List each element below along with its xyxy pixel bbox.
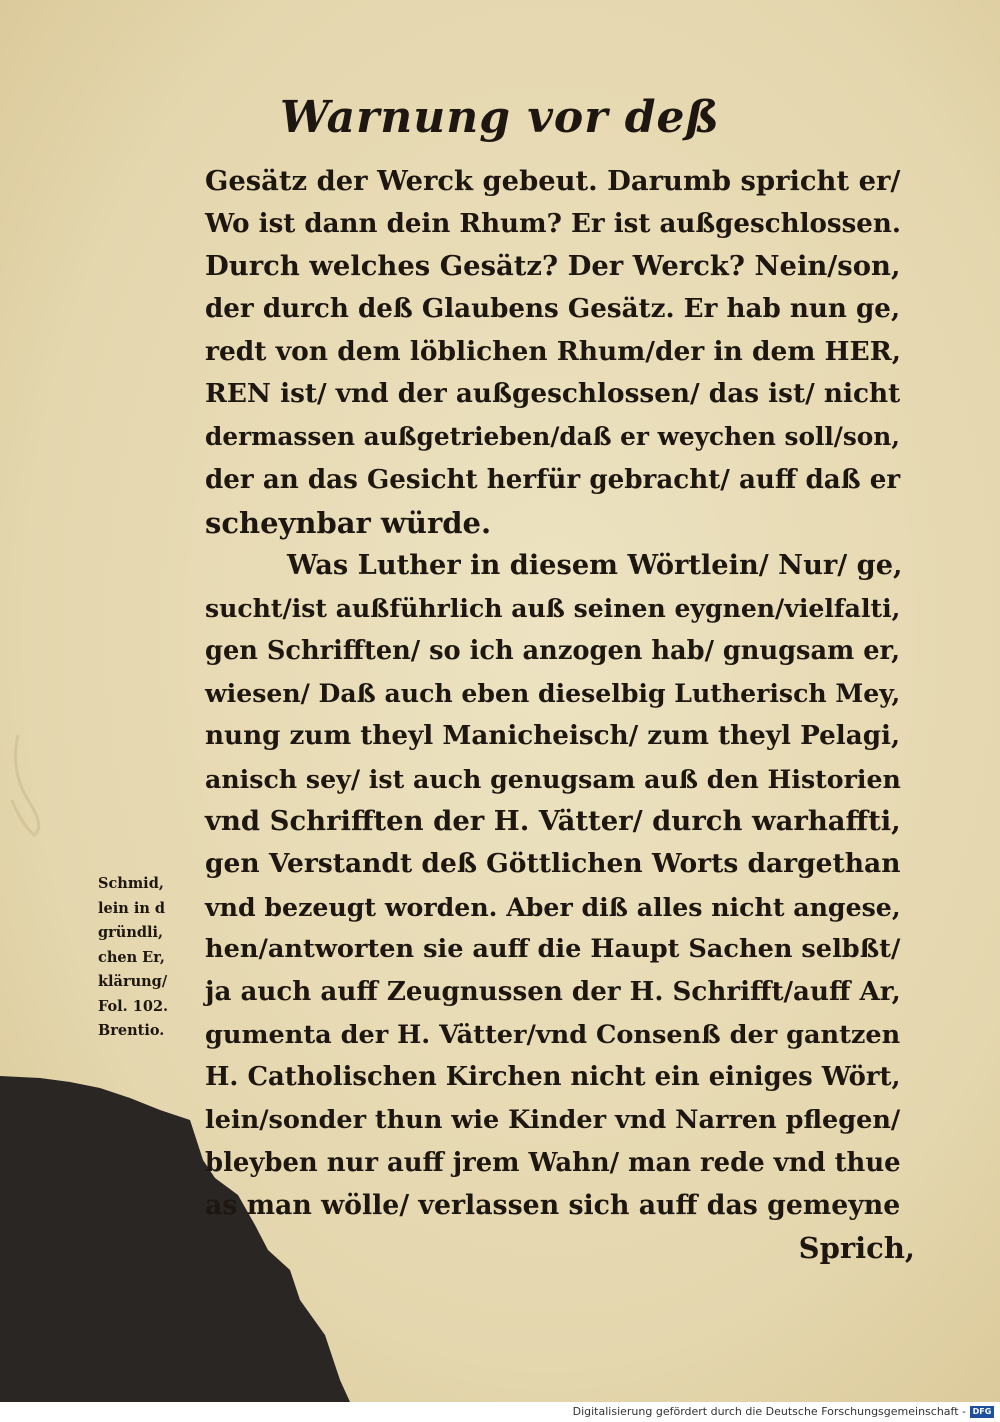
text-line: der an das Gesicht herfür gebracht/ auff daß er: [205, 463, 901, 495]
text-line: gumenta der H. Vätter/vnd Consenß der gantzen: [205, 1019, 901, 1050]
footer-bar: [0, 1402, 1000, 1422]
marginal-line: chen Er,: [98, 948, 165, 966]
marginal-line: lein in d: [98, 899, 166, 917]
text-line: Gesätz der Werck gebeut. Darumb spricht er/: [205, 165, 901, 197]
text-line: bleyben nur auff jrem Wahn/ man rede vnd thue: [205, 1147, 901, 1178]
text-line: dermassen außgetrieben/daß er weychen soll/son,: [205, 422, 900, 452]
marginal-line: klärung/: [98, 973, 168, 990]
text-line: gen Schrifften/ so ich anzogen hab/ gnugsam er,: [205, 635, 901, 666]
text-line: sucht/ist außführlich auß seinen eygnen/vielfalti,: [205, 592, 901, 623]
text-line: anisch sey/ ist auch genugsam auß den Historien: [205, 763, 901, 794]
text-line: wiesen/ Daß auch eben dieselbig Lutherisch Mey,: [205, 678, 901, 709]
marginal-line: Brentio.: [98, 1022, 165, 1039]
text-line: vnd bezeugt worden. Aber diß alles nicht angese,: [205, 891, 901, 922]
marginal-note: [98, 872, 198, 1044]
text-line: nung zum theyl Manicheisch/ zum theyl Pelagi,: [205, 719, 901, 751]
text-line: scheynbar würde.: [205, 505, 492, 540]
body-text: [205, 160, 915, 1270]
marginal-line: Fol. 102.: [98, 997, 169, 1015]
text-line: der durch deß Glaubens Gesätz. Er hab nun ge,: [205, 293, 901, 325]
marginal-line: gründli,: [98, 924, 164, 941]
text-line: Wo ist dann dein Rhum? Er ist außgeschlossen.: [205, 207, 901, 239]
text-line: REN ist/ vnd der außgeschlossen/ das ist/ nicht: [205, 378, 901, 410]
catchword: Sprich,: [798, 1231, 915, 1266]
text-line: ja auch auff Zeugnussen der H. Schrifft/auff Ar,: [205, 976, 901, 1008]
text-line: redt von dem löblichen Rhum/der in dem HER,: [205, 335, 901, 367]
text-line: Was Luther in diesem Wörtlein/ Nur/ ge,: [287, 549, 903, 582]
text-line: H. Catholischen Kirchen nicht ein einiges Wört,: [205, 1062, 901, 1093]
page-header: Warnung vor deß: [280, 92, 720, 143]
text-line: vnd Schrifften der H. Vätter/ durch warhaffti,: [205, 805, 901, 838]
marginal-line: Schmid,: [98, 875, 164, 892]
text-line: as man wölle/ verlassen sich auff das gemeyne: [205, 1189, 901, 1221]
funding-credit: Digitalisierung gefördert durch die Deutsche Forschungsgemeinschaft -: [572, 1405, 966, 1418]
text-line: Durch welches Gesätz? Der Werck? Nein/son,: [205, 250, 901, 283]
text-line: gen Verstandt deß Göttlichen Worts dargethan: [205, 848, 901, 879]
text-line: lein/sonder thun wie Kinder vnd Narren pflegen/: [205, 1105, 901, 1136]
dfg-logo-icon: DFG: [970, 1406, 994, 1418]
text-line: hen/antworten sie auff die Haupt Sachen selbßt/: [205, 934, 901, 965]
